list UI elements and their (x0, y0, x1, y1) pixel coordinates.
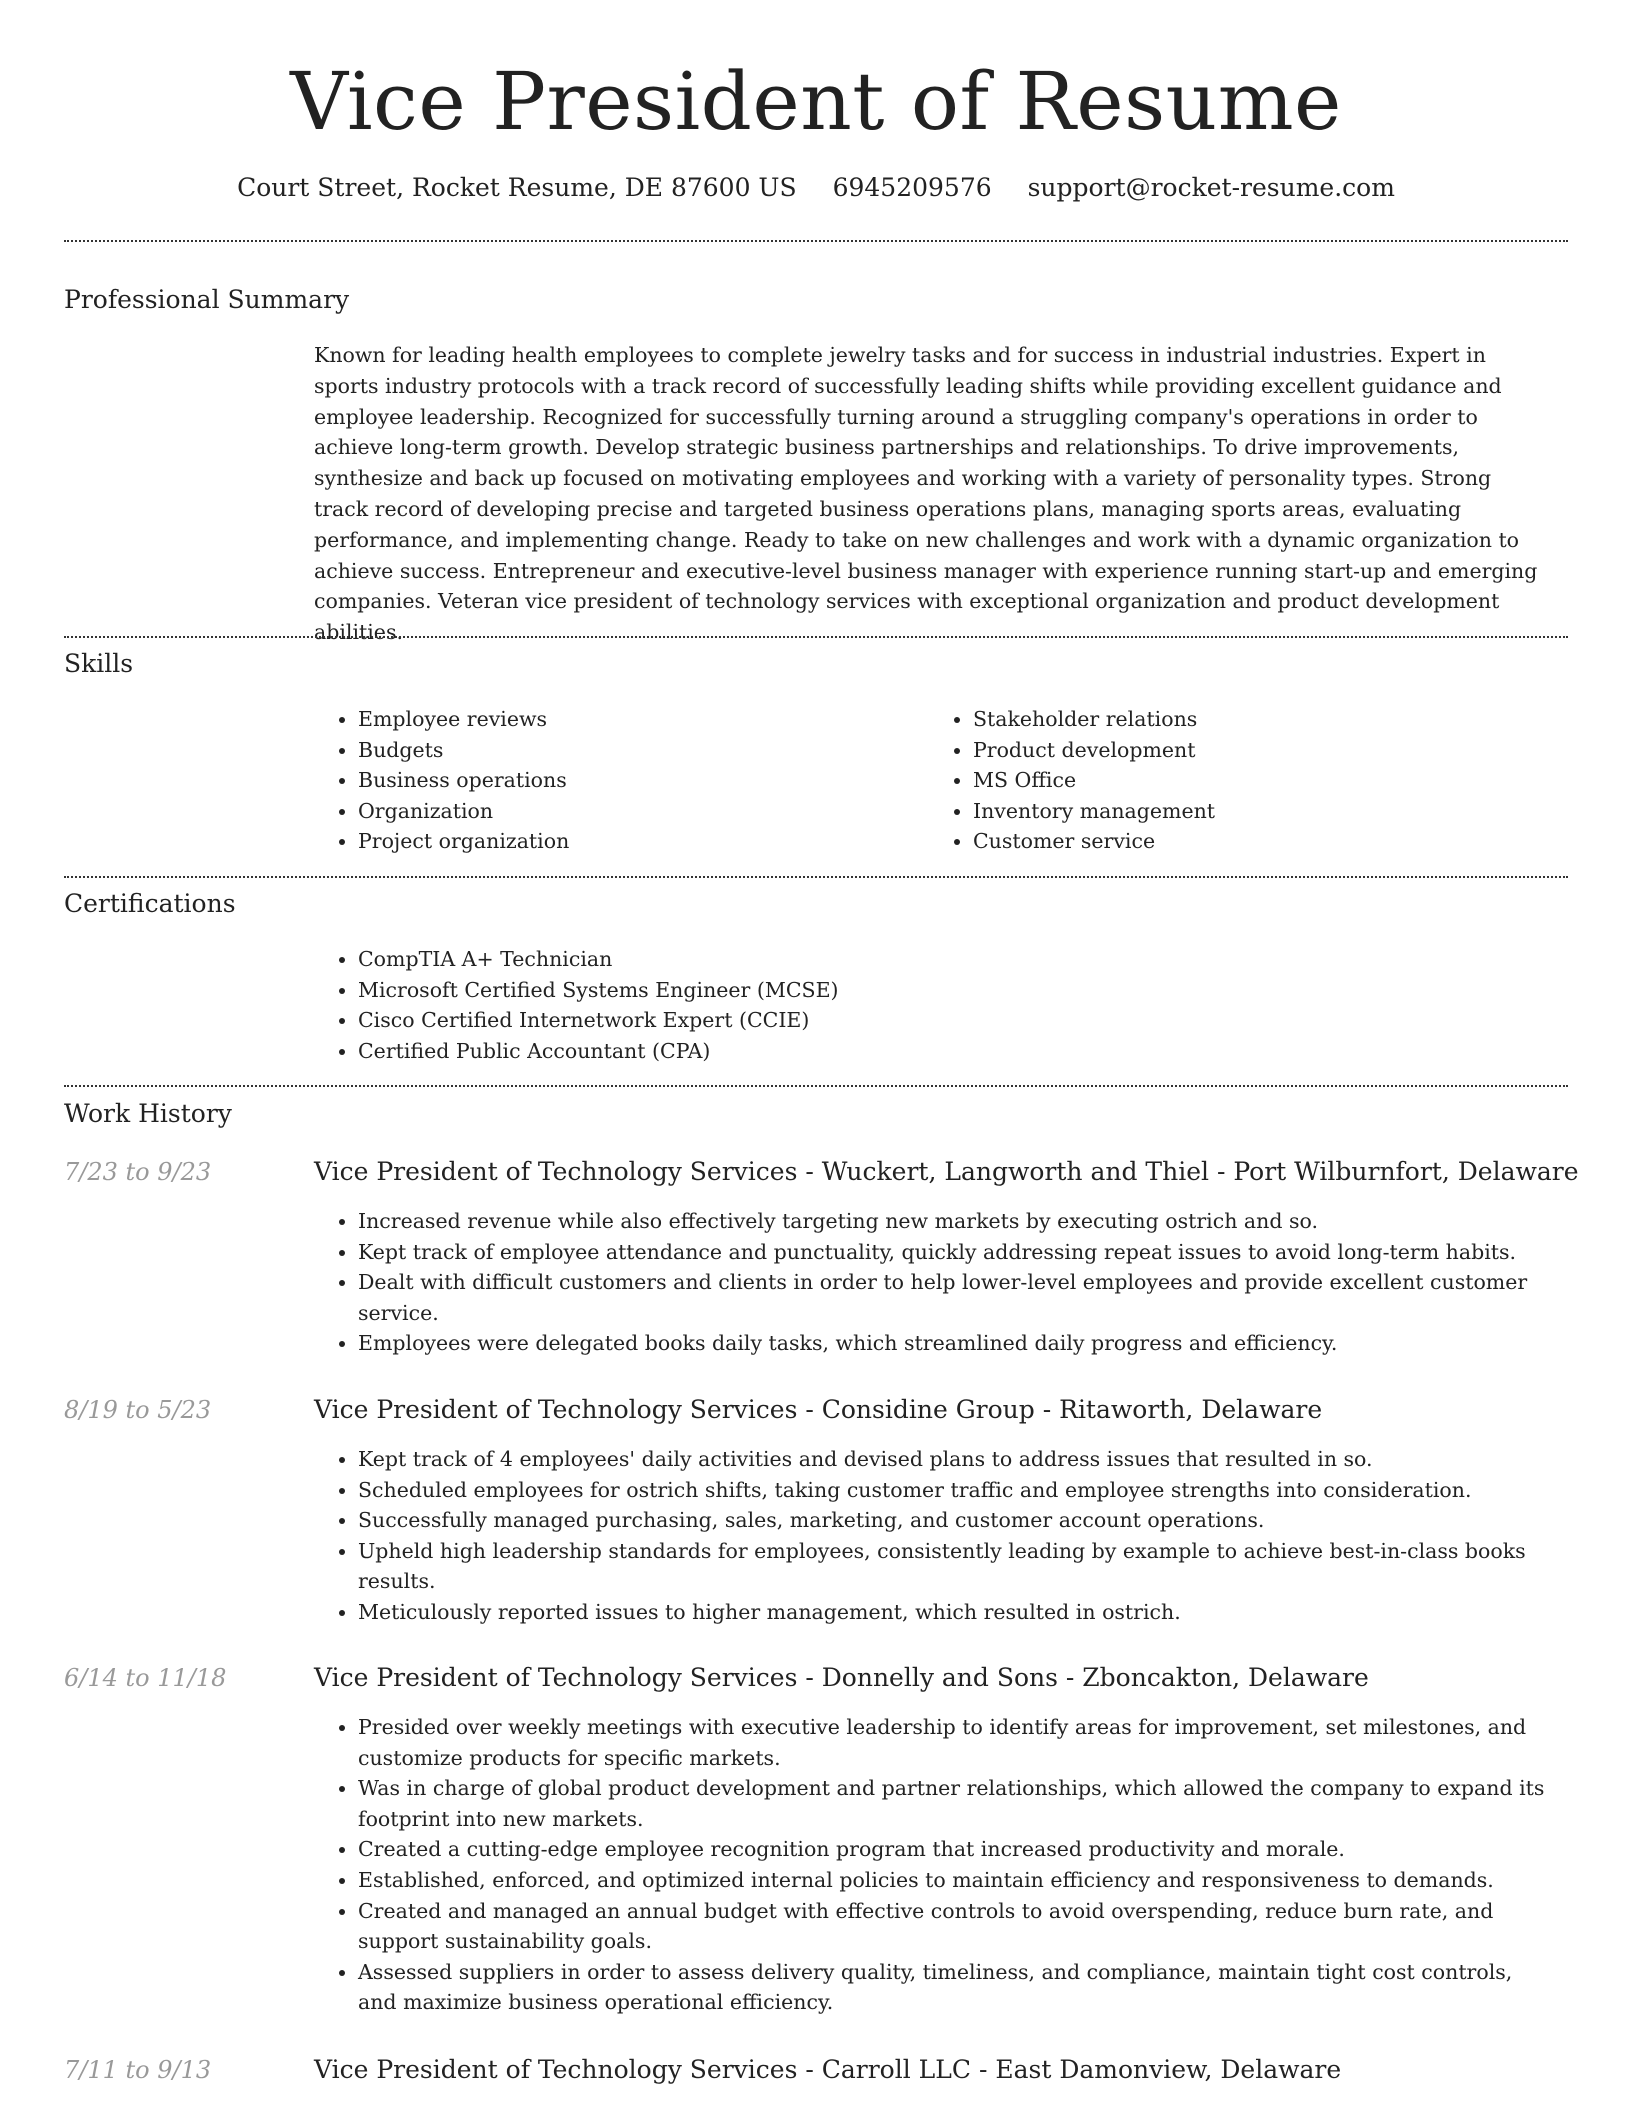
section-title-certifications: Certifications (64, 889, 236, 918)
skill-item: • Business operations (358, 765, 874, 796)
job-duty-item: • Successfully managed purchasing, sales, marketing, and customer account operations. (358, 1505, 1546, 1536)
section-title-summary: Professional Summary (64, 285, 350, 314)
skill-item: • Inventory management (973, 796, 1489, 827)
job-duty-item: • Scheduled employees for ostrich shifts, taking customer traffic and employee strengths into consideration. (358, 1475, 1546, 1506)
job-duty-item: • Increased revenue while also effectively targeting new markets by executing ostrich and so. (358, 1206, 1546, 1237)
divider (64, 1085, 1568, 1087)
skill-item: • Customer service (973, 826, 1489, 857)
summary-text: Known for leading health employees to complete jewelry tasks and for success in industrial industries. Expert in sports industry protocols with a track record of successfully leading shifts while providing excellent guidance and employee leadership. Recognized for successfully turning around a struggling company's operations in order to achieve long-term growth. Develop strategic business partnerships and relationships. To drive improvements, synthesize and back up focused on motivating employees and working with a variety of personality types. Strong track record of developing precise and targeted business operations plans, managing sports areas, evaluating performance, and implementing change. Ready to take on new challenges and work with a dynamic organization to achieve success. Entrepreneur and executive-level business manager with experience running start-up and emerging companies. Veteran vice president of technology services with exceptional organization and product development abilities. (314, 343, 1538, 645)
job-duties-list (314, 1712, 1546, 2018)
summary-block (314, 340, 1546, 648)
skills-column-left (314, 704, 874, 857)
job-duty-item: • Established, enforced, and optimized internal policies to maintain efficiency and responsiveness to demands. (358, 1865, 1546, 1896)
skill-item: • MS Office (973, 765, 1489, 796)
contact-phone: 6945209576 (832, 173, 992, 202)
job-title: Vice President of Technology Services - Carroll LLC - East Damonview, Delaware (314, 2055, 1342, 2084)
job-duty-item: • Meticulously reported issues to higher management, which resulted in ostrich. (358, 1597, 1546, 1628)
job-dates: 6/14 to 11/18 (64, 1664, 227, 1692)
job-dates: 7/11 to 9/13 (64, 2056, 212, 2084)
section-title-skills: Skills (64, 649, 134, 678)
divider (64, 240, 1568, 242)
job-title: Vice President of Technology Services - Wuckert, Langworth and Thiel - Port Wilburnfort, Delaware (314, 1157, 1579, 1186)
contact-address: Court Street, Rocket Resume, DE 87600 US (237, 173, 797, 202)
job-duty-item: • Employees were delegated books daily tasks, which streamlined daily progress and efficiency. (358, 1328, 1546, 1359)
job-duty-item: • Upheld high leadership standards for employees, consistently leading by example to achieve best-in-class books results. (358, 1536, 1546, 1597)
skills-list-right (929, 704, 1489, 857)
skill-item: • Stakeholder relations (973, 704, 1489, 735)
certification-item: • Certified Public Accountant (CPA) (358, 1036, 1546, 1067)
skills-list-left (314, 704, 874, 857)
section-title-work-history: Work History (64, 1099, 232, 1128)
job-duty-item: • Created a cutting-edge employee recognition program that increased productivity and morale. (358, 1834, 1546, 1865)
job-duty-item: • Dealt with difficult customers and clients in order to help lower-level employees and provide excellent customer service. (358, 1267, 1546, 1328)
skills-column-right (929, 704, 1489, 857)
job-duty-item: • Presided over weekly meetings with executive leadership to identify areas for improvement, set milestones, and customize products for specific markets. (358, 1712, 1546, 1773)
certification-item: • Microsoft Certified Systems Engineer (MCSE) (358, 975, 1546, 1006)
job-duties-list (314, 1444, 1546, 1628)
skill-item: • Organization (358, 796, 874, 827)
skill-item: • Employee reviews (358, 704, 874, 735)
skill-item: • Budgets (358, 735, 874, 766)
job-duty-item: • Kept track of 4 employees' daily activities and devised plans to address issues that resulted in so. (358, 1444, 1546, 1475)
skill-item: • Project organization (358, 826, 874, 857)
job-duty-item: • Was in charge of global product development and partner relationships, which allowed the company to expand its footprint into new markets. (358, 1773, 1546, 1834)
divider (64, 876, 1568, 878)
job-title: Vice President of Technology Services - Donnelly and Sons - Zboncakton, Delaware (314, 1663, 1369, 1692)
contact-email: support@rocket-resume.com (1027, 173, 1395, 202)
job-title: Vice President of Technology Services - Considine Group - Ritaworth, Delaware (314, 1395, 1323, 1424)
contact-line (0, 170, 1632, 206)
job-dates: 8/19 to 5/23 (64, 1396, 212, 1424)
job-duty-item: • Created and managed an annual budget with effective controls to avoid overspending, reduce burn rate, and support sustainability goals. (358, 1896, 1546, 1957)
job-duty-item: • Assessed suppliers in order to assess delivery quality, timeliness, and compliance, maintain tight cost controls, and maximize business operational efficiency. (358, 1957, 1546, 2018)
job-duty-item: • Kept track of employee attendance and punctuality, quickly addressing repeat issues to avoid long-term habits. (358, 1237, 1546, 1268)
certification-item: • Cisco Certified Internetwork Expert (CCIE) (358, 1005, 1546, 1036)
certifications-list (314, 944, 1546, 1066)
resume-name: Vice President of Resume (290, 55, 1342, 148)
job-duties (314, 1444, 1546, 1628)
skill-item: • Product development (973, 735, 1489, 766)
job-duties (314, 1712, 1546, 2018)
job-duties (314, 1206, 1546, 1359)
job-dates: 7/23 to 9/23 (64, 1158, 212, 1186)
certification-item: • CompTIA A+ Technician (358, 944, 1546, 975)
divider (64, 636, 1568, 638)
job-duties-list (314, 1206, 1546, 1359)
certifications-block (314, 944, 1546, 1066)
